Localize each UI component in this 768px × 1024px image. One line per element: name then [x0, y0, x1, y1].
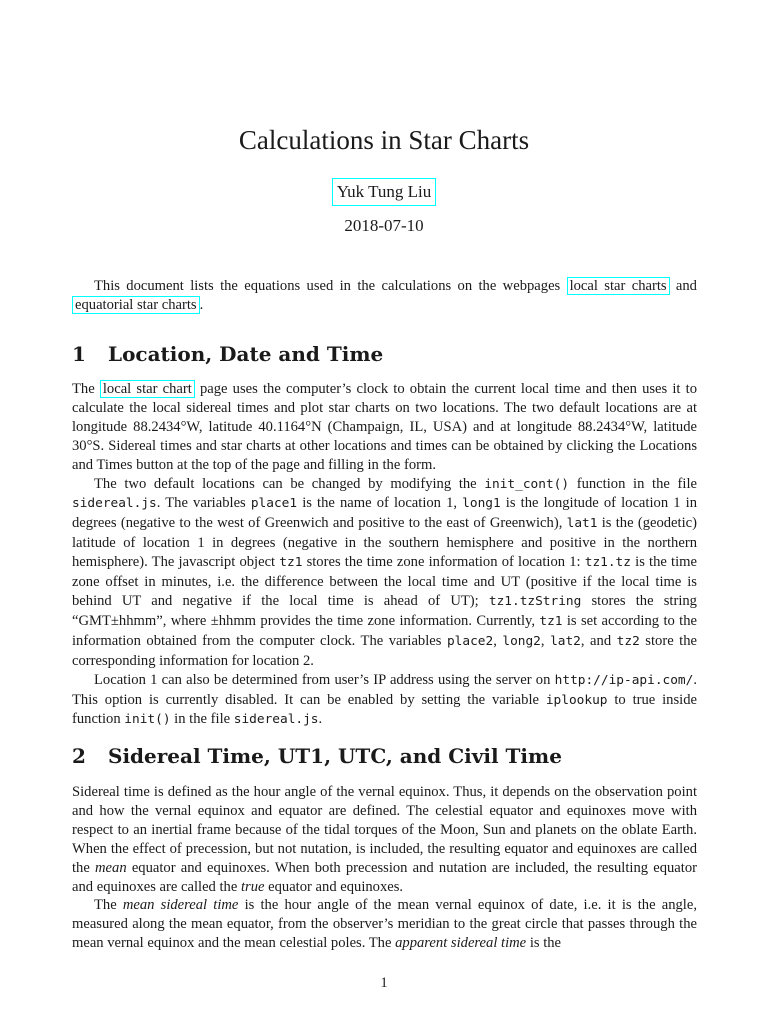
code-span: lat1 [566, 516, 598, 532]
paragraph-text: equator and equinoxes. [264, 878, 404, 895]
paragraph-text: The [94, 897, 123, 914]
paragraph-text: is set according to the information obtained from the computer clock. The variables [72, 612, 698, 649]
code-span: place2 [446, 633, 494, 649]
emphasis-text: true [240, 878, 265, 895]
paragraph-text: is the time zone offset in minutes, i.e. the difference between the local time and UT (positive if the local time is behind UT and negative if the local time is ahead of UT); [72, 554, 697, 609]
paragraph-text: is the (geodetic) latitude of location 1 in degrees (negative in the southern hemisphere and positive in the northern hemisphere). The javascript object [72, 515, 697, 571]
paragraph-text: Location 1 can also be determined from user’s IP address using the server on [94, 671, 555, 688]
paragraph-text: Sidereal time is defined as the hour angle of the vernal equinox. Thus, it depends on the observation point and how the vernal equinox and equator are defined. The celestial equator and equinoxes move with respect to an inertial frame because of the tidal torques of the Moon, Sun and planets on the oblate Earth. When the effect of precession, but not nutation, is included, the resulting equator and equinoxes are called the [72, 784, 697, 876]
code-span: sidereal.js [72, 496, 157, 512]
code-span: tz1.tzString [488, 593, 582, 609]
code-span: http://ip-api.com/ [554, 672, 694, 688]
paragraph-text: stores the string “GMT±hhmm”, where ±hhmm provides the time zone information. Currently, [72, 592, 697, 629]
section-1-paragraph-2 [72, 475, 697, 671]
section-2-heading: 2 Sidereal Time, UT1, UTC, and Civil Time [72, 744, 562, 768]
paragraph-text: is the name of location 1, [297, 495, 463, 512]
code-span: lat2 [550, 633, 581, 649]
equatorial-star-charts-link[interactable]: equatorial star charts [72, 296, 200, 314]
page-number: 1 [380, 975, 388, 991]
code-span: init() [124, 712, 171, 728]
paragraph-text: function in the file [569, 475, 697, 492]
emphasis-text: mean sidereal time [122, 897, 239, 914]
local-star-chart-link[interactable]: local star chart [100, 380, 195, 398]
paragraph-text: , [540, 632, 551, 649]
code-span: tz1 [539, 613, 563, 629]
paragraph-text: to true inside function [72, 691, 697, 728]
code-span: iplookup [545, 692, 608, 708]
local-star-charts-link[interactable]: local star charts [567, 277, 670, 295]
code-span: tz1 [279, 555, 303, 571]
paragraph-text: equator and equinoxes. When both precession and nutation are included, the resulting equator and equinoxes are called the [72, 859, 697, 895]
paragraph-text: is the longitude of location 1 in degrees (negative to the west of Greenwich and positive to the east of Greenwich), [72, 495, 697, 532]
intro-paragraph: This document lists the equations used in the calculations on the webpages local star charts and equatorial star charts . [72, 277, 697, 315]
section-1-body [72, 380, 697, 730]
emphasis-text: mean [95, 859, 127, 876]
code-span: place1 [250, 496, 298, 512]
paragraph-text: is the [526, 935, 562, 952]
paragraph-text: . This option is currently disabled. It can be enabled by setting the variable [72, 671, 697, 708]
paragraph-text: is the hour angle of the mean vernal equinox of date, i.e. it is the angle, measured along the mean equator, from the observer’s meridian to the great circle that passes through the mean vernal equinox and the mean celestial poles. The [72, 897, 697, 952]
paragraph-text: store the corresponding information for location 2. [72, 632, 698, 669]
author-link[interactable]: Yuk Tung Liu [332, 178, 436, 206]
document-date: 2018-07-10 [344, 216, 424, 235]
code-span: long2 [502, 633, 541, 649]
code-span: sidereal.js [233, 712, 319, 728]
paragraph-text: in the file [170, 711, 234, 728]
section-2-paragraph-2 [72, 896, 697, 953]
code-span: tz1.tz [584, 555, 631, 571]
paragraph-text: . The variables [156, 495, 251, 512]
paragraph-text: . [318, 711, 323, 728]
code-span: tz2 [616, 633, 640, 649]
code-span: init_cont() [484, 476, 570, 492]
section-2-paragraph-1 [72, 783, 697, 896]
section-2-body [72, 783, 697, 953]
section-1-paragraph-3 [72, 671, 697, 731]
paragraph-text: , and [580, 632, 617, 649]
section-1-paragraph-1: The local star chart page uses the computer’s clock to obtain the current local time and then uses it to calculate the local sidereal times and plot star charts on two locations. The two default locations are at longitude 88.2434°W, latitude 40.1164°N (Champaign, IL, USA) and at longitude 88.2434°W, latitude 30°S. Sidereal times and star charts at other locations and times can be obtained by clicking the Locations and Times button at the top of the page and filling in the form. [72, 381, 697, 473]
paragraph-text: , [493, 632, 503, 649]
emphasis-text: apparent sidereal time [395, 935, 527, 952]
paragraph-text: stores the time zone information of location 1: [302, 554, 585, 571]
document-title: Calculations in Star Charts [238, 125, 530, 155]
code-span: long1 [462, 496, 501, 512]
paragraph-text: The two default locations can be changed by modifying the [94, 475, 485, 492]
section-1-heading: 1 Location, Date and Time [72, 342, 384, 366]
